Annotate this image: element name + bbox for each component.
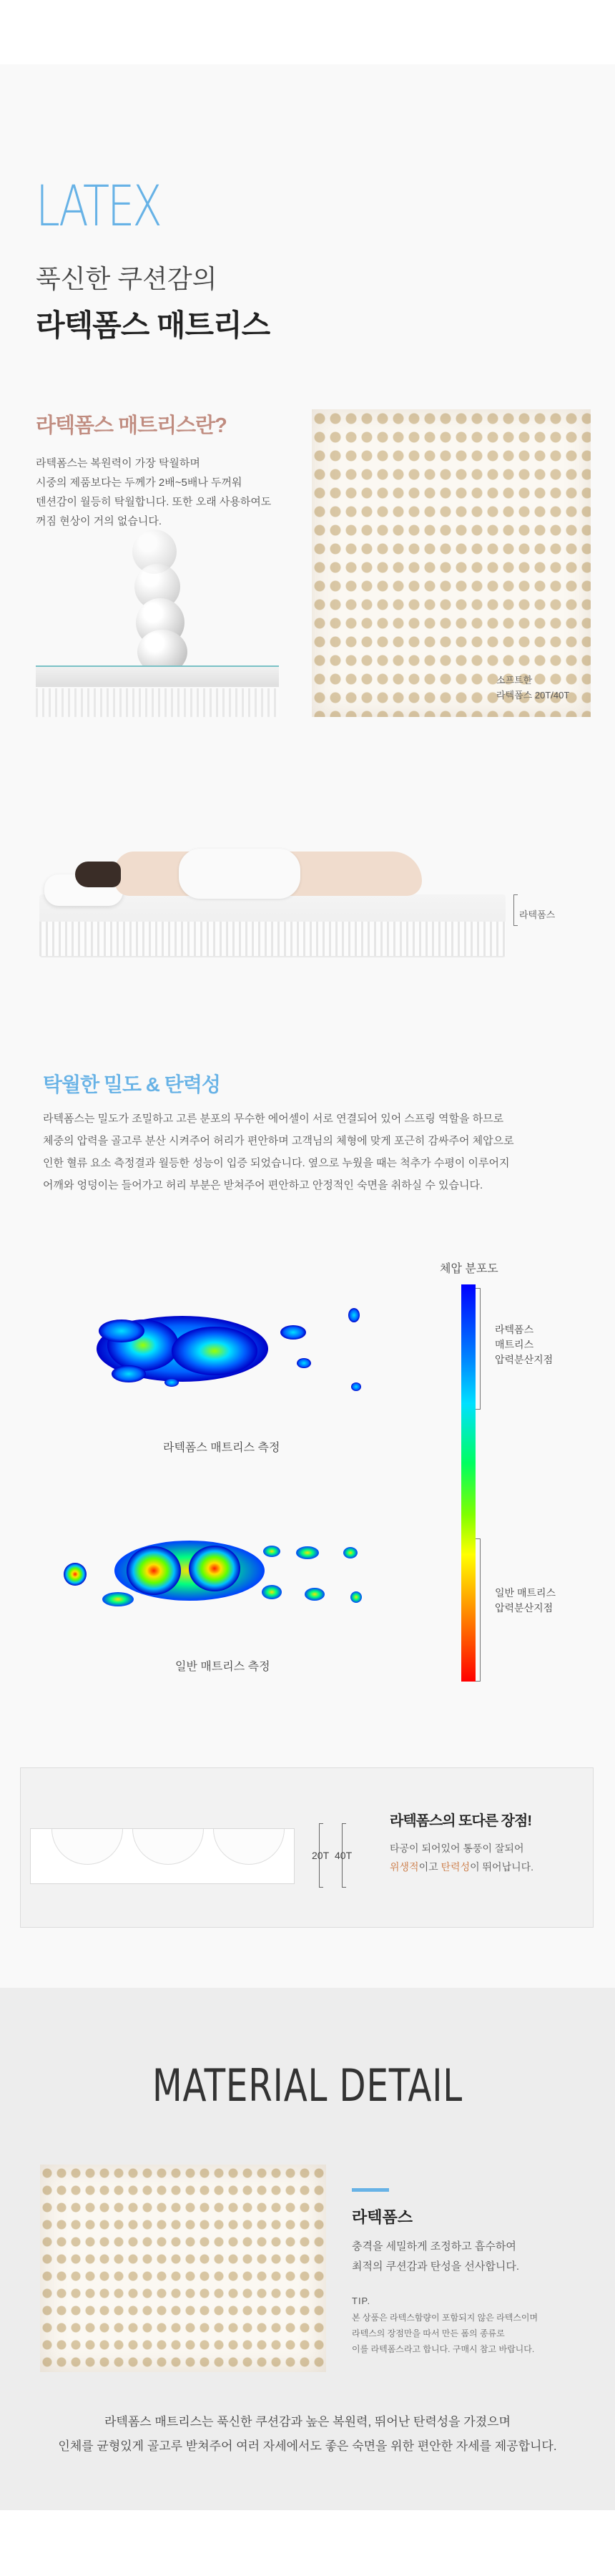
sleeping-person-dress [179, 849, 300, 899]
feature-description [390, 1839, 533, 1876]
foam-layer-diagram [36, 665, 279, 687]
latex-heading: LATEX [36, 175, 160, 239]
material-summary [0, 2410, 615, 2459]
feature-line: 타공이 되어있어 통풍이 잘되어 [390, 1843, 524, 1854]
sleeping-person-hair [75, 862, 121, 887]
material-name: 라텍폼스 [352, 2208, 413, 2226]
pressure-map-general [57, 1531, 386, 1624]
photo-caption [496, 673, 569, 703]
feature-text: 이 뛰어납니다. [470, 1861, 534, 1873]
photo-caption-line: 소프트한 [496, 675, 533, 686]
pressure-gradient-bar [461, 1284, 476, 1682]
header-subtitle: 푹신한 쿠션감의 [36, 264, 217, 293]
intro-line: 텐션감이 월등히 탁월합니다. 또한 오래 사용하여도 [36, 496, 272, 508]
footer-band [0, 2510, 615, 2576]
tip-line: 본 상품은 라텍스함량이 포함되지 않은 라텍스이며 [352, 2313, 538, 2323]
intro-description [36, 454, 293, 531]
pressure-map-general-label: 일반 매트리스 측정 [175, 1661, 270, 1673]
spring-layer-diagram [36, 688, 279, 717]
latex-foam-photo [312, 409, 591, 717]
pressure-map-latex [57, 1295, 386, 1410]
legend-label-line: 라텍폼스 [495, 1324, 534, 1335]
top-white-band [0, 0, 615, 64]
intro-line: 라텍폼스는 복원력이 가장 탁월하며 [36, 457, 200, 469]
accent-bar [352, 2188, 389, 2192]
tip-text [352, 2310, 566, 2357]
legend-label-line: 매트리스 [495, 1339, 534, 1350]
highlight-elasticity: 탄력성 [441, 1861, 471, 1873]
material-desc-line: 충격을 세밀하게 조정하고 흡수하여 [352, 2240, 516, 2253]
density-line: 체중의 압력을 골고루 분산 시켜주어 허리가 편안하며 고객님의 체형에 맞게 포근히 감싸주어 체압으로 [43, 1135, 514, 1147]
density-line: 라텍폼스는 밀도가 조밀하고 고른 분포의 무수한 에어셀이 서로 연결되어 있어 스프링 역할을 하므로 [43, 1113, 504, 1125]
photo-caption-line: 라텍폼스 20T/40T [496, 690, 570, 701]
dim-20t: 20T [312, 1850, 330, 1861]
material-detail-title: MATERIAL DETAIL [152, 2059, 463, 2112]
legend-label-line: 압력분산지점 [495, 1602, 554, 1614]
intro-line: 꺼짐 현상이 거의 없습니다. [36, 515, 162, 527]
legend-bracket-bottom [476, 1538, 481, 1682]
legend-label-general [495, 1586, 556, 1616]
feature-text: 이고 [418, 1861, 441, 1873]
density-line: 인한 혈류 요소 측정결과 월등한 성능이 입증 되었습니다. 옆으로 누웠을 때는 척추가 수평이 이루어지 [43, 1157, 510, 1169]
density-line: 어깨와 엉덩이는 들어가고 허리 부분은 받쳐주어 편안하고 안정적인 숙면을 취하실 수 있습니다. [43, 1179, 483, 1191]
legend-label-line: 압력분산지점 [495, 1354, 554, 1365]
header-title: 라텍폼스 매트리스 [36, 308, 270, 342]
feature-title: 라텍폼스의 또다른 장점! [390, 1813, 531, 1829]
feature-line [390, 1858, 533, 1876]
intro-line: 시중의 제품보다는 두께가 2배~5배나 두꺼워 [36, 477, 242, 489]
legend-label-latex [495, 1322, 553, 1367]
material-desc-line: 최적의 쿠션감과 탄성을 선사합니다. [352, 2260, 520, 2273]
tip-label: TIP. [352, 2296, 371, 2306]
legend-bracket-top [476, 1288, 481, 1410]
summary-line: 라텍폼스 매트리스는 푹신한 쿠션감과 높은 복원력, 뛰어난 탄력성을 가졌으며 [104, 2415, 511, 2429]
legend-label-line: 일반 매트리스 [495, 1587, 556, 1599]
bracket-line [513, 894, 518, 926]
pressure-legend-title: 체압 분포도 [440, 1263, 498, 1275]
tip-line: 이를 라텍폼스라고 합니다. 구매시 참고 바랍니다. [352, 2344, 535, 2354]
dim-40t: 40T [335, 1850, 353, 1861]
mattress-spring-image [39, 922, 506, 956]
material-photo [40, 2165, 326, 2372]
pressure-map-latex-label: 라텍폼스 매트리스 측정 [163, 1442, 280, 1454]
tip-line: 라텍스의 장점만을 따서 만든 폼의 종류로 [352, 2328, 505, 2338]
density-title: 탁월한 밀도 & 탄력성 [43, 1073, 220, 1096]
material-description [352, 2237, 519, 2277]
highlight-hygienic: 위생적 [390, 1861, 419, 1873]
bracket-label: 라텍폼스 [519, 909, 556, 920]
intro-question: 라텍폼스 매트리스란? [36, 414, 227, 437]
density-description [43, 1108, 576, 1196]
summary-line: 인체를 균형있게 골고루 받쳐주어 여러 자세에서도 좋은 숙면을 위한 편안한 자세를 제공합니다. [58, 2439, 557, 2453]
